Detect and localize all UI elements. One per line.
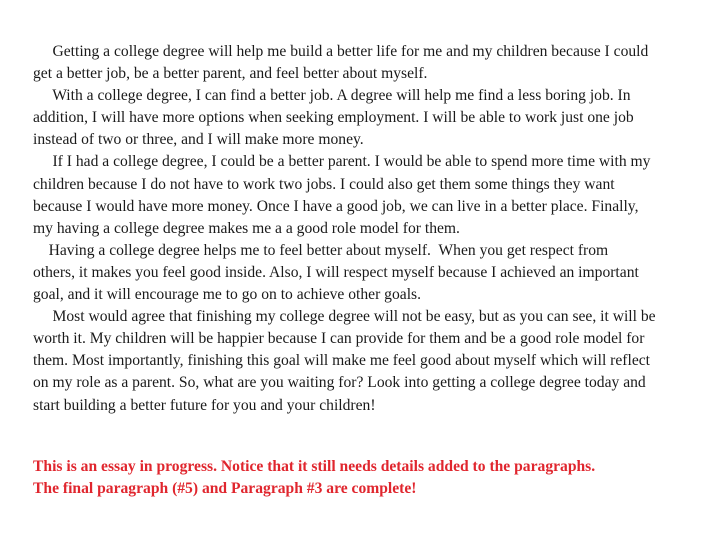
- essay-line: because I would have more money. Once I have a good job, we can live in a better place. Finally,: [33, 197, 639, 215]
- essay-line: instead of two or three, and I will make more money.: [33, 131, 364, 149]
- essay-line: With a college degree, I can find a better job. A degree will help me find a less boring job. In: [33, 87, 631, 105]
- essay-body: [33, 41, 693, 417]
- essay-line: on my role as a parent. So, what are you waiting for? Look into getting a college degree today and: [33, 374, 646, 392]
- essay-line: goal, and it will encourage me to go on to achieve other goals.: [33, 286, 421, 304]
- essay-line: worth it. My children will be happier because I can provide for them and be a good role model for: [33, 330, 645, 348]
- note-line-2: The final paragraph (#5) and Paragraph #3 are complete!: [33, 480, 417, 498]
- essay-line: Getting a college degree will help me build a better life for me and my children because I could: [33, 43, 649, 60]
- essay-line: Having a college degree helps me to feel better about myself. When you get respect from: [33, 241, 609, 259]
- essay-line: addition, I will have more options when seeking employment. I will be able to work just one job: [33, 109, 634, 127]
- essay-line: others, it makes you feel good inside. Also, I will respect myself because I achieved an important: [33, 263, 639, 281]
- essay-line: children because I do not have to work two jobs. I could also get them some things they want: [33, 175, 615, 193]
- essay-line: start building a better future for you and your children!: [33, 396, 376, 414]
- progress-note: [33, 456, 693, 500]
- essay-line: them. Most importantly, finishing this goal will make me feel good about myself which will reflect: [33, 352, 650, 370]
- essay-line: get a better job, be a better parent, and feel better about myself.: [33, 65, 428, 83]
- note-line-1: This is an essay in progress. Notice that it still needs details added to the paragraphs.: [33, 458, 596, 475]
- essay-line: If I had a college degree, I could be a better parent. I would be able to spend more time with my: [33, 153, 651, 171]
- essay-line: Most would agree that finishing my college degree will not be easy, but as you can see, it will be: [33, 308, 656, 326]
- essay-line: my having a college degree makes me a a good role model for them.: [33, 219, 460, 237]
